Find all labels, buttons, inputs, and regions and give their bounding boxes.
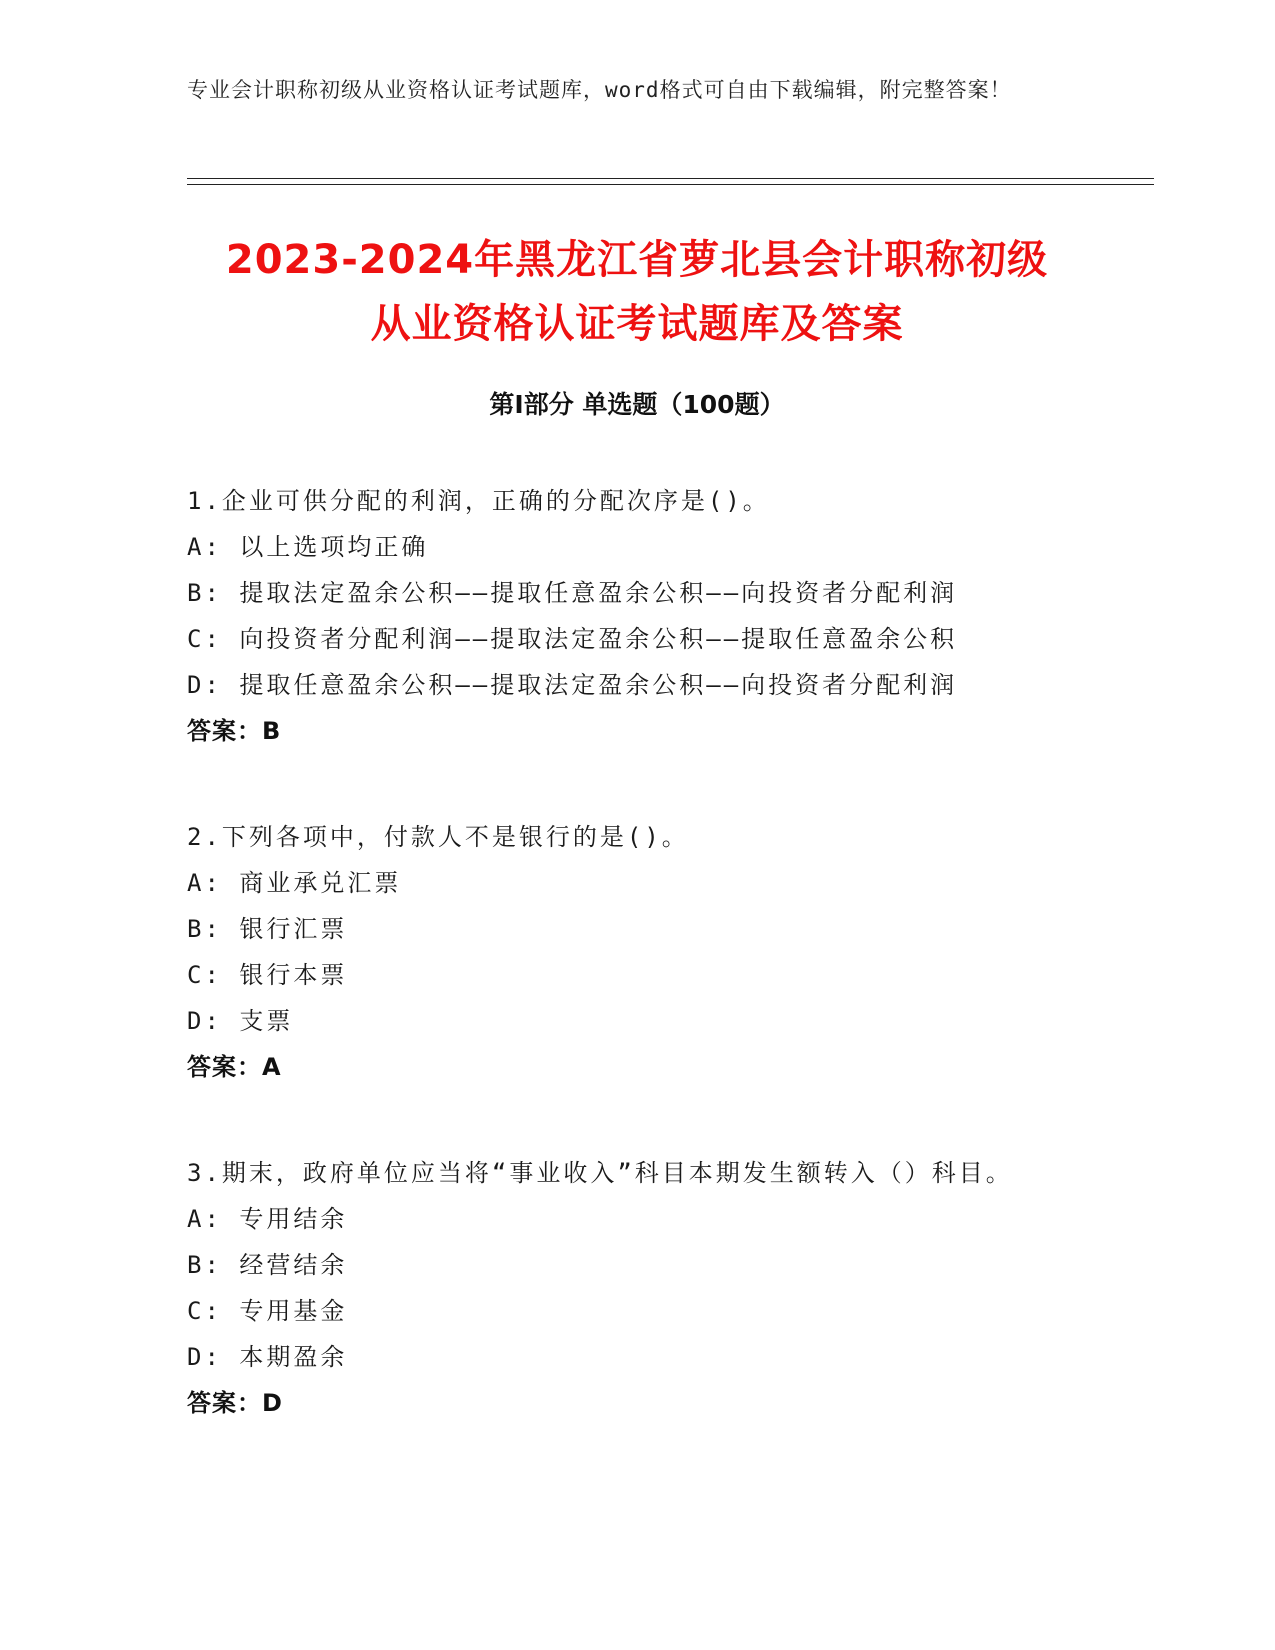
option-d: D: 支票 (187, 1007, 294, 1035)
option-c: C: 银行本票 (187, 961, 348, 989)
option-a: A: 专用结余 (187, 1205, 348, 1233)
option-c: C: 向投资者分配利润——提取法定盈余公积——提取任意盈余公积 (187, 625, 958, 653)
option-d: D: 本期盈余 (187, 1343, 348, 1371)
answer: 答案：D (187, 1389, 283, 1417)
option-c: C: 专用基金 (187, 1297, 348, 1325)
question-gap (187, 754, 1067, 814)
document-title (187, 228, 1087, 356)
title-line-1: 2023-2024年黑龙江省萝北县会计职称初级 (225, 237, 1049, 283)
question-stem: 1.企业可供分配的利润，正确的分配次序是()。 (187, 487, 770, 515)
option-a: A: 商业承兑汇票 (187, 869, 402, 897)
header-rule-bottom (187, 184, 1154, 185)
option-b: B: 银行汇票 (187, 915, 348, 943)
option-d: D: 提取任意盈余公积——提取法定盈余公积——向投资者分配利润 (187, 671, 958, 699)
question-1 (187, 478, 1067, 754)
answer: 答案：B (187, 717, 282, 745)
option-b: B: 提取法定盈余公积——提取任意盈余公积——向投资者分配利润 (187, 579, 958, 607)
question-3 (187, 1150, 1067, 1426)
question-stem: 2.下列各项中，付款人不是银行的是()。 (187, 823, 689, 851)
question-gap (187, 1090, 1067, 1150)
section-title: 第Ⅰ部分 单选题（100题） (489, 390, 785, 419)
question-2 (187, 814, 1067, 1090)
option-b: B: 经营结余 (187, 1251, 348, 1279)
header-rule-top (187, 178, 1154, 179)
option-a: A: 以上选项均正确 (187, 533, 429, 561)
question-list (187, 478, 1067, 1426)
question-stem: 3.期末，政府单位应当将“事业收入”科目本期发生额转入（）科目。 (187, 1159, 1013, 1187)
header-note: 专业会计职称初级从业资格认证考试题库，word格式可自由下载编辑，附完整答案！ (187, 78, 1012, 102)
answer: 答案：A (187, 1053, 282, 1081)
title-line-2: 从业资格认证考试题库及答案 (370, 301, 904, 347)
